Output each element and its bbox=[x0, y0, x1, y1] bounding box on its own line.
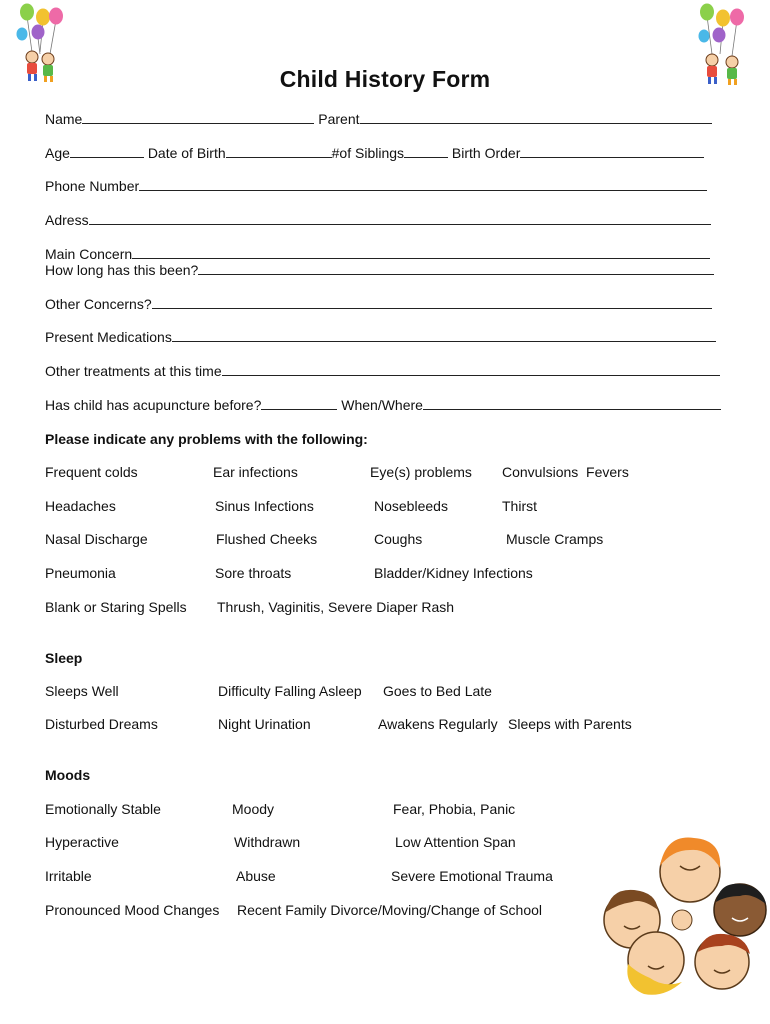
mood-option[interactable]: Emotionally Stable bbox=[45, 801, 161, 817]
medications-row bbox=[45, 329, 716, 346]
acupuncture-row bbox=[45, 397, 721, 414]
mood-option[interactable]: Moody bbox=[232, 801, 275, 817]
phone-label: Phone Number bbox=[45, 178, 140, 194]
problem-option[interactable]: Convulsions Fevers bbox=[502, 464, 629, 480]
main-concern-label: Main Concern bbox=[45, 246, 133, 262]
problems-heading: Please indicate any problems with the following: bbox=[45, 431, 368, 447]
problem-option[interactable]: Coughs bbox=[374, 531, 423, 547]
main-concern-field[interactable] bbox=[132, 246, 710, 259]
parent-field[interactable] bbox=[360, 111, 712, 124]
problem-option[interactable]: Headaches bbox=[45, 498, 116, 514]
medications-label: Present Medications bbox=[45, 329, 172, 345]
problem-option[interactable]: Thirst bbox=[502, 498, 537, 514]
dob-field[interactable] bbox=[226, 145, 332, 158]
how-long-field[interactable] bbox=[198, 262, 714, 275]
problem-option[interactable]: Frequent colds bbox=[45, 464, 138, 480]
mood-option[interactable]: Abuse bbox=[236, 868, 276, 884]
problem-option[interactable]: Sinus Infections bbox=[215, 498, 314, 514]
problem-option[interactable]: Sore throats bbox=[215, 565, 292, 581]
treatments-field[interactable] bbox=[222, 363, 720, 376]
sleep-option[interactable]: Difficulty Falling Asleep bbox=[218, 683, 362, 699]
siblings-label: #of Siblings bbox=[331, 145, 405, 161]
sleep-option[interactable]: Goes to Bed Late bbox=[383, 683, 492, 699]
sleep-option[interactable]: Disturbed Dreams bbox=[45, 716, 158, 732]
form-title: Child History Form bbox=[279, 66, 491, 92]
age-label: Age bbox=[45, 145, 70, 161]
how-long-row bbox=[45, 262, 714, 279]
sleep-heading: Sleep bbox=[45, 650, 83, 666]
mood-option[interactable]: Irritable bbox=[45, 868, 92, 884]
phone-row bbox=[45, 178, 707, 195]
name-parent-row bbox=[45, 111, 712, 128]
treatments-label: Other treatments at this time bbox=[45, 363, 222, 379]
problem-option[interactable]: Thrush, Vaginitis, Severe Diaper Rash bbox=[217, 599, 455, 615]
mood-option[interactable]: Severe Emotional Trauma bbox=[391, 868, 553, 884]
how-long-label: How long has this been? bbox=[45, 262, 199, 278]
dob-label: Date of Birth bbox=[147, 145, 226, 161]
address-row bbox=[45, 212, 711, 229]
mood-option[interactable]: Pronounced Mood Changes bbox=[45, 902, 220, 918]
age-dob-row bbox=[45, 145, 704, 162]
mood-option[interactable]: Fear, Phobia, Panic bbox=[393, 801, 516, 817]
sleep-option[interactable]: Awakens Regularly bbox=[378, 716, 498, 732]
mood-option[interactable]: Hyperactive bbox=[45, 834, 119, 850]
other-concerns-label: Other Concerns? bbox=[45, 296, 152, 312]
mood-option[interactable]: Recent Family Divorce/Moving/Change of School bbox=[237, 902, 543, 918]
medications-field[interactable] bbox=[172, 329, 716, 342]
birth-order-label: Birth Order bbox=[451, 145, 521, 161]
phone-field[interactable] bbox=[139, 178, 707, 191]
when-where-field[interactable] bbox=[423, 397, 721, 410]
other-concerns-row bbox=[45, 296, 712, 313]
problem-option[interactable]: Nasal Discharge bbox=[45, 531, 148, 547]
problem-option[interactable]: Pneumonia bbox=[45, 565, 116, 581]
problem-option[interactable]: Muscle Cramps bbox=[506, 531, 604, 547]
problem-option[interactable]: Eye(s) problems bbox=[370, 464, 472, 480]
problem-option[interactable]: Blank or Staring Spells bbox=[45, 599, 187, 615]
mood-option[interactable]: Withdrawn bbox=[234, 834, 301, 850]
when-where-label: When/Where bbox=[341, 397, 423, 413]
siblings-field[interactable] bbox=[404, 145, 448, 158]
address-field[interactable] bbox=[89, 212, 711, 225]
age-field[interactable] bbox=[70, 145, 144, 158]
children-circle-illustration bbox=[594, 826, 770, 1002]
moods-heading: Moods bbox=[45, 767, 91, 783]
problem-option[interactable]: Flushed Cheeks bbox=[216, 531, 318, 547]
acupuncture-field[interactable] bbox=[261, 397, 337, 410]
birth-order-field[interactable] bbox=[520, 145, 704, 158]
sleep-option[interactable]: Night Urination bbox=[218, 716, 311, 732]
main-concern-row bbox=[45, 246, 710, 263]
address-label: Adress bbox=[45, 212, 89, 228]
treatments-row bbox=[45, 363, 720, 380]
name-label: Name bbox=[45, 111, 83, 127]
mood-option[interactable]: Low Attention Span bbox=[395, 834, 516, 850]
problem-option[interactable]: Bladder/Kidney Infections bbox=[374, 565, 533, 581]
name-field[interactable] bbox=[82, 111, 314, 124]
sleep-option[interactable]: Sleeps with Parents bbox=[508, 716, 632, 732]
problem-option[interactable]: Nosebleeds bbox=[374, 498, 448, 514]
sleep-option[interactable]: Sleeps Well bbox=[45, 683, 119, 699]
acupuncture-label: Has child has acupuncture before? bbox=[45, 397, 262, 413]
other-concerns-field[interactable] bbox=[152, 296, 712, 309]
parent-label: Parent bbox=[318, 111, 360, 127]
problem-option[interactable]: Ear infections bbox=[213, 464, 298, 480]
